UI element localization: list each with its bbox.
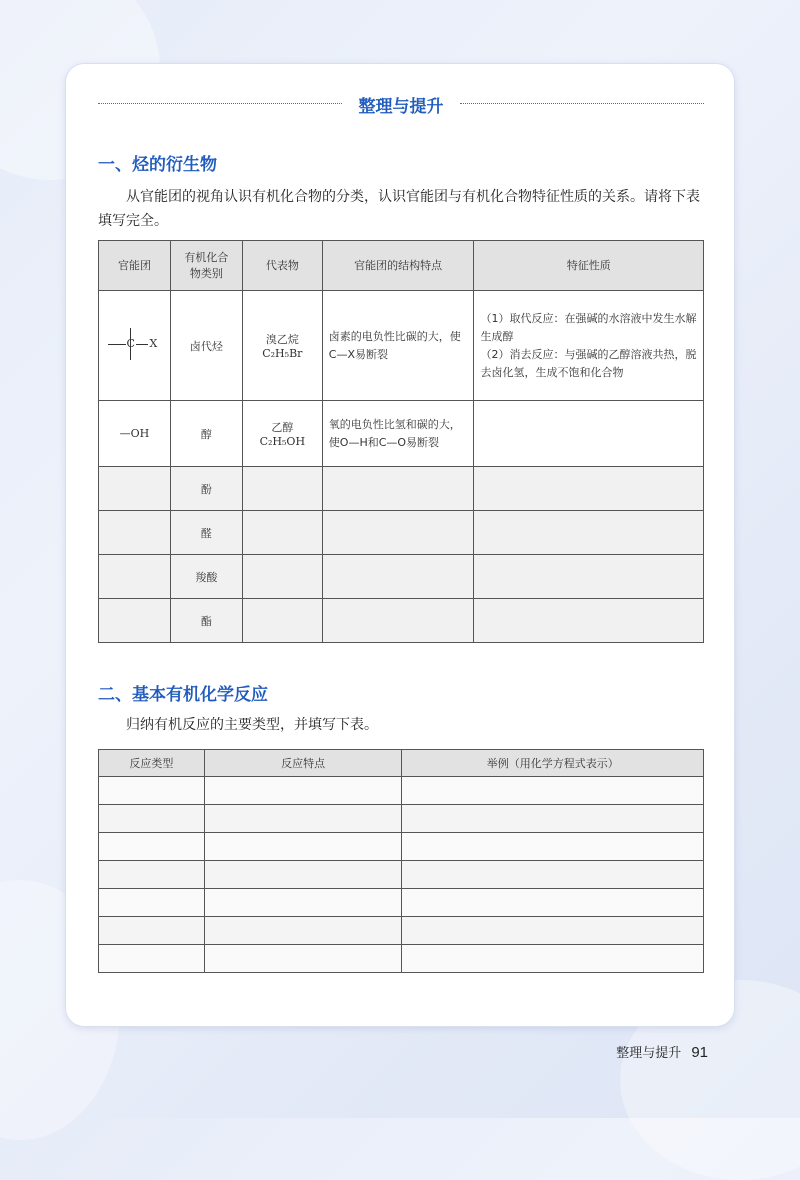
table-row (99, 467, 704, 511)
functional-group-cell: —OH (99, 401, 171, 467)
column-header: 反应类型 (99, 750, 205, 777)
example-cell (402, 917, 704, 945)
functional-group-cell (99, 599, 171, 643)
category-cell: 醇 (170, 401, 242, 467)
property-cell (474, 555, 704, 599)
example-cell (402, 889, 704, 917)
reaction-feature-cell (204, 861, 402, 889)
table-row (99, 291, 704, 401)
footer-label: 整理与提升 (616, 1046, 682, 1061)
structure-cell: 氧的电负性比氢和碳的大，使O—H和C—O易断裂 (322, 401, 474, 467)
example-cell (402, 833, 704, 861)
representative-cell (242, 511, 322, 555)
page-footer (616, 1042, 708, 1061)
column-header: 举例（用化学方程式表示） (402, 750, 704, 777)
haloalkane-structure: C X (106, 324, 162, 364)
table-row (99, 555, 704, 599)
example-cell (402, 945, 704, 973)
example-cell (402, 805, 704, 833)
column-header: 有机化合物类别 (170, 241, 242, 291)
reaction-feature-cell (204, 833, 402, 861)
column-header: 特征性质 (474, 241, 704, 291)
category-cell: 酚 (170, 467, 242, 511)
section-header (98, 92, 704, 116)
column-header: 反应特点 (204, 750, 402, 777)
property-cell (474, 599, 704, 643)
reaction-type-cell (99, 917, 205, 945)
reaction-type-cell (99, 833, 205, 861)
reaction-type-cell (99, 889, 205, 917)
example-cell (402, 777, 704, 805)
table-row (99, 861, 704, 889)
table-header-row (99, 241, 704, 291)
column-header: 官能团 (99, 241, 171, 291)
reaction-feature-cell (204, 945, 402, 973)
table-row (99, 511, 704, 555)
dotted-rule-right (460, 103, 704, 104)
table-row (99, 945, 704, 973)
dotted-rule-left (98, 103, 342, 104)
functional-group-cell (99, 511, 171, 555)
derivatives-table (98, 240, 704, 643)
reaction-type-cell (99, 805, 205, 833)
table-row (99, 889, 704, 917)
reaction-feature-cell (204, 917, 402, 945)
reaction-feature-cell (204, 777, 402, 805)
section2-heading: 二、基本有机化学反应 (98, 685, 268, 705)
page-number: 91 (691, 1044, 708, 1061)
table-row (99, 917, 704, 945)
table-row (99, 805, 704, 833)
category-cell: 卤代烃 (170, 291, 242, 401)
representative-cell: 乙醇 C₂H₅OH (242, 401, 322, 467)
property-cell (474, 401, 704, 467)
reactions-table (98, 749, 704, 973)
functional-group-cell (99, 467, 171, 511)
section1-paragraph: 从官能团的视角认识有机化合物的分类，认识官能团与有机化合物特征性质的关系。请将下表填写完全。 (98, 189, 700, 229)
column-header: 代表物 (242, 241, 322, 291)
representative-cell (242, 599, 322, 643)
functional-group-cell (99, 291, 171, 401)
representative-cell (242, 467, 322, 511)
category-cell: 醛 (170, 511, 242, 555)
structure-cell (322, 511, 474, 555)
property-cell (474, 467, 704, 511)
structure-cell: 卤素的电负性比碳的大，使C—X易断裂 (322, 291, 474, 401)
table-row (99, 599, 704, 643)
table-row (99, 777, 704, 805)
table-row (99, 401, 704, 467)
category-cell: 羧酸 (170, 555, 242, 599)
structure-cell (322, 555, 474, 599)
category-cell: 酯 (170, 599, 242, 643)
representative-cell (242, 555, 322, 599)
structure-cell (322, 467, 474, 511)
structure-cell (322, 599, 474, 643)
reaction-type-cell (99, 945, 205, 973)
property-cell: （1）取代反应：在强碱的水溶液中发生水解生成醇 （2）消去反应：与强碱的乙醇溶液共热，脱去卤化氢，生成不饱和化合物 (474, 291, 704, 401)
reaction-feature-cell (204, 889, 402, 917)
column-header: 官能团的结构特点 (322, 241, 474, 291)
reaction-type-cell (99, 861, 205, 889)
reaction-feature-cell (204, 805, 402, 833)
example-cell (402, 861, 704, 889)
property-cell (474, 511, 704, 555)
section1-heading: 一、烃的衍生物 (98, 155, 217, 175)
representative-cell: 溴乙烷 C₂H₅Br (242, 291, 322, 401)
section2-paragraph: 归纳有机反应的主要类型，并填写下表。 (126, 717, 378, 733)
functional-group-cell (99, 555, 171, 599)
table-row (99, 833, 704, 861)
page-title: 整理与提升 (358, 97, 444, 117)
table-header-row (99, 750, 704, 777)
reaction-type-cell (99, 777, 205, 805)
